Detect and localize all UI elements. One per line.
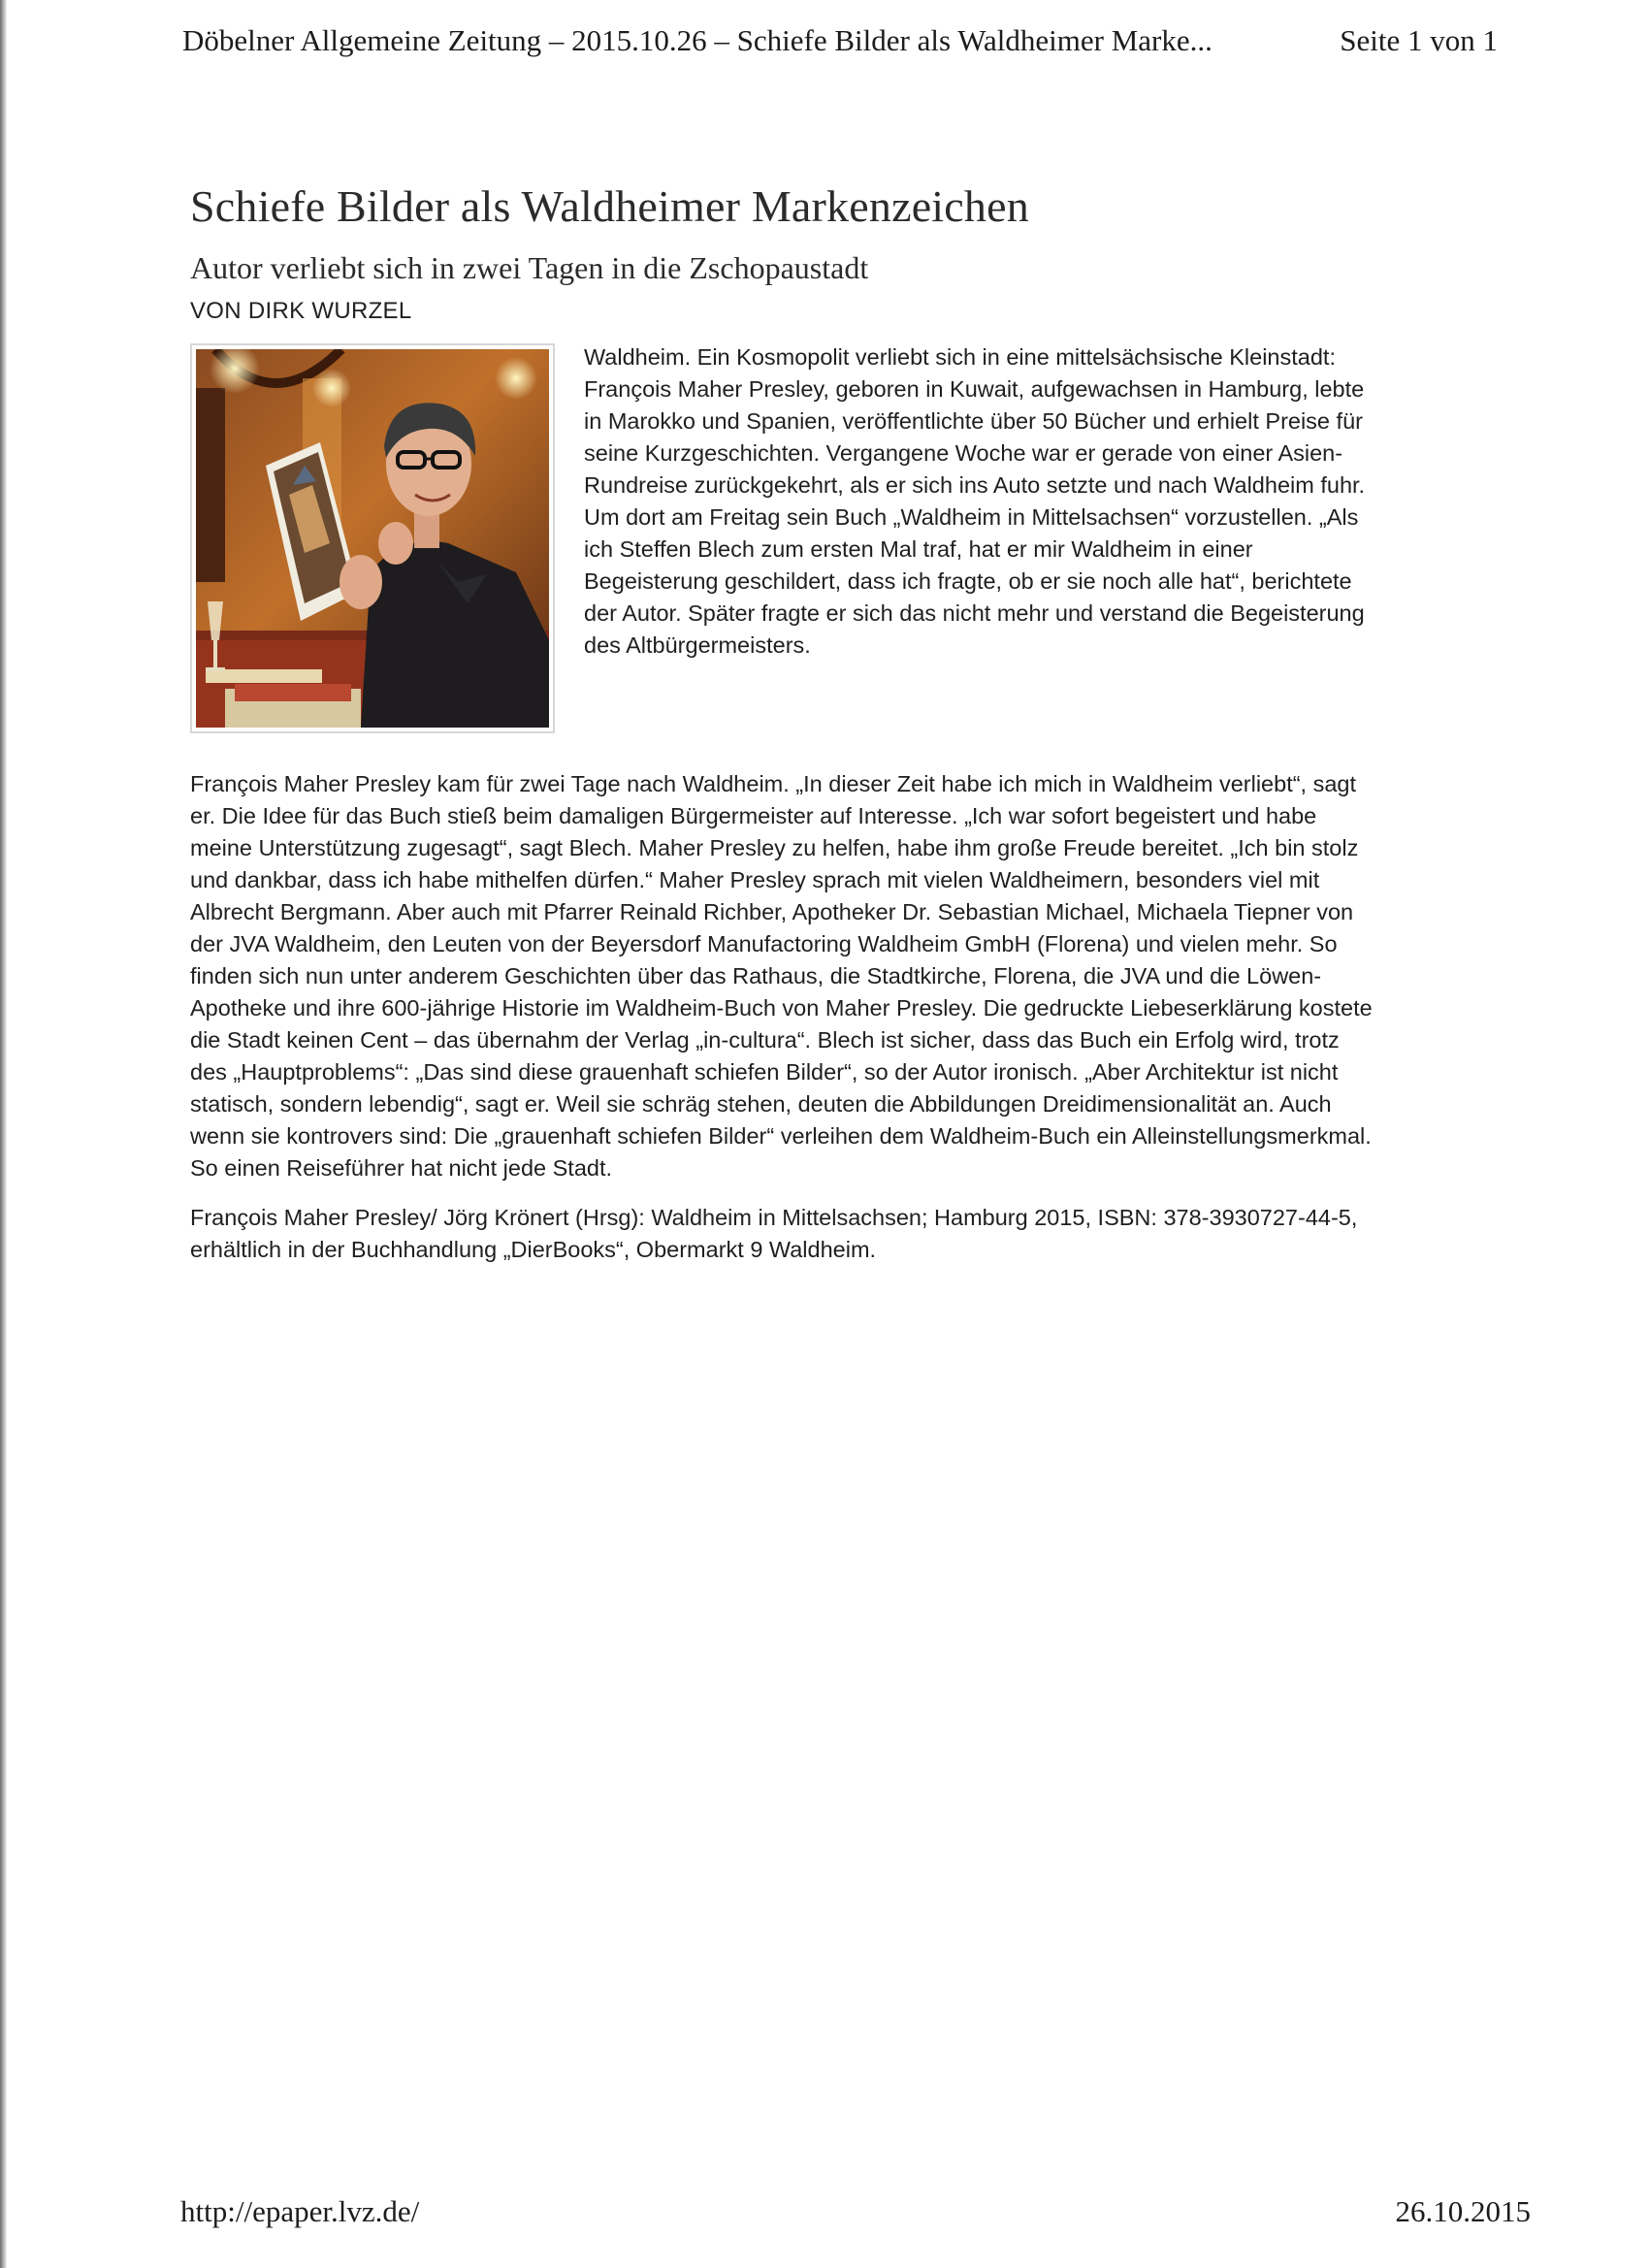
article-paragraph-lead	[190, 341, 1374, 751]
article-headline: Schiefe Bilder als Waldheimer Markenzeichen	[190, 181, 1029, 231]
article-byline: VON DIRK WURZEL	[190, 298, 412, 324]
print-header-page-number: Seite 1 von 1	[1340, 23, 1498, 57]
article-paragraph-2: François Maher Presley kam für zwei Tage nach Waldheim. „In dieser Zeit habe ich mich in Waldheim verliebt“, sagt er. Die Idee für das Buch stieß beim damaligen Bürgermeister auf Interesse. „Ich war sofort begeistert und habe meine Unterstützung zugesagt“, sagt Blech. Maher Presley zu helfen, habe ihm große Freude bereitet. „Ich bin stolz und dankbar, dass ich habe mithelfen dürfen.“ Maher Presley sprach mit vielen Waldheimern, besonders viel mit Albrecht Bergmann. Aber auch mit Pfarrer Reinald Richber, Apotheker Dr. Sebastian Michael, Michaela Tiepner von der JVA Waldheim, den Leuten von der Beyersdorf Manufactoring Waldheim GmbH (Florena) und vielen mehr. So finden sich nun unter anderem Geschichten über das Rathaus, die Stadtkirche, Florena, die JVA und die Löwen-Apotheke und ihre 600-jährige Historie im Waldheim-Buch von Maher Presley. Die gedruckte Liebeserklärung kostete die Stadt keinen Cent – das übernahm der Verlag „in-cultura“. Blech ist sicher, dass das Buch ein Erfolg wird, trotz des „Hauptproblems“: „Das sind diese grauenhaft schiefen Bilder“, so der Autor ironisch. „Aber Architektur ist nicht statisch, sondern lebendig“, sagt er. Weil sie schräg stehen, deuten die Abbildungen Dreidimensionalität an. Auch wenn sie kontrovers sind: Die „grauenhaft schiefen Bilder“ verleihen dem Waldheim-Buch ein Alleinstellungsmerkmal. So einen Reiseführer hat nicht jede Stadt.	[190, 771, 1373, 1181]
print-header-title: Döbelner Allgemeine Zeitung – 2015.10.26 – Schiefe Bilder als Waldheimer Marke...	[182, 23, 1212, 57]
article-paragraph-1-text: Waldheim. Ein Kosmopolit verliebt sich in eine mittelsächsische Kleinstadt: François Maher Presley, geboren in Kuwait, aufgewachsen in Hamburg, lebte in Marokko und Spanien, veröffentlichte über 50 Bücher und erhielt Preise für seine Kurzgeschichten. Vergangene Woche war er gerade von einer Asien-Rundreise zurückgekehrt, als er sich ins Auto setzte und nach Waldheim fuhr. Um dort am Freitag sein Buch „Waldheim in Mittelsachsen“ vorzustellen. „Als ich Steffen Blech zum ersten Mal traf, hat er mir Waldheim in einer Begeisterung geschildert, dass ich fragte, ob er sie noch alle hat“, berichtete der Autor. Später fragte er sich das nicht mehr und verstand die Begeisterung des Altbürgermeisters.	[584, 344, 1366, 658]
article-body	[190, 341, 1374, 1266]
article-subheadline: Autor verliebt sich in zwei Tagen in die Zschopaustadt	[190, 250, 869, 285]
article-photo	[190, 343, 555, 733]
article-book-info: François Maher Presley/ Jörg Krönert (Hrsg): Waldheim in Mittelsachsen; Hamburg 2015, ISBN: 378-3930727-44-5, erhältlich in der Buchhandlung „DierBooks“, Obermarkt 9 Waldheim.	[190, 1205, 1358, 1262]
article	[190, 177, 1374, 1283]
print-footer-url: http://epaper.lvz.de/	[180, 2194, 420, 2228]
scan-edge-shadow	[0, 0, 7, 2268]
print-footer-date: 26.10.2015	[1395, 2194, 1531, 2228]
print-footer	[180, 2194, 1531, 2239]
print-header	[182, 23, 1498, 70]
